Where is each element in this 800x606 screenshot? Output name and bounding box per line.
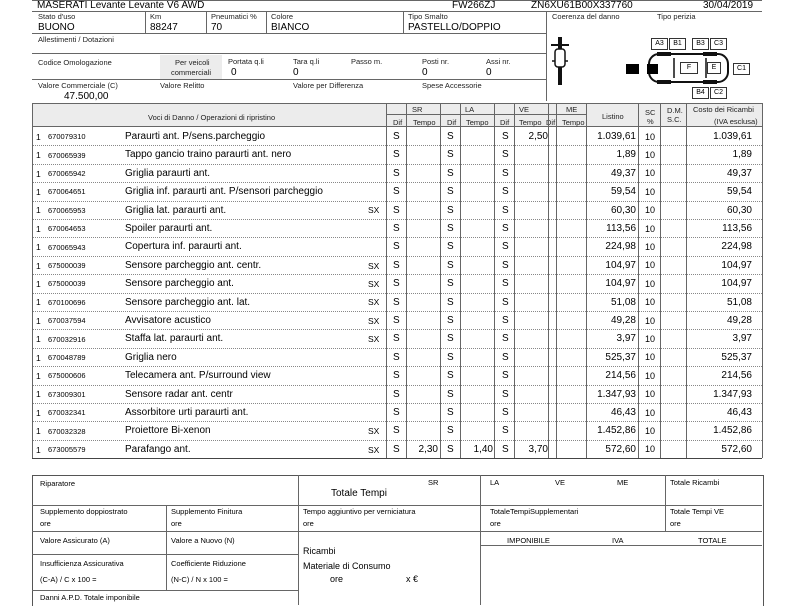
row-ve-dif: S [502, 370, 509, 382]
label-portata: Portata q.li [228, 57, 264, 66]
row-qty: 1 [36, 150, 41, 161]
row-side: SX [368, 315, 380, 326]
row-costo-ricambi: 1.452,86 [713, 425, 752, 437]
row-costo-ricambi: 1.347,93 [713, 388, 752, 400]
row-costo-ricambi: 49,28 [726, 315, 752, 326]
zone-box-b3: B3 [692, 38, 709, 50]
value-valore-commerciale: 47.500,00 [64, 91, 109, 102]
row-code: 670065942 [48, 169, 86, 179]
header-voci-danno: Voci di Danno / Operazioni di ripristino [148, 113, 276, 122]
header-sc: SC [645, 108, 656, 117]
footer-totale-ricambi: Totale Ricambi [670, 478, 720, 487]
footer-ore-aggiuntivo: ore [303, 519, 314, 528]
row-qty: 1 [36, 205, 41, 216]
row-sc: 10 [645, 205, 656, 216]
row-description: Griglia inf. paraurti ant. P/sensori parcheggio [125, 186, 323, 198]
header-me-tempo: Tempo [562, 118, 585, 127]
footer-ore-materiale: ore [330, 574, 344, 584]
row-listino: 49,37 [610, 167, 636, 179]
row-sc: 10 [645, 241, 656, 252]
row-description: Sensore radar ant. centr [125, 388, 233, 400]
row-la-dif: S [447, 259, 454, 271]
footer-insufficienza: Insufficienza Assicurativa [40, 559, 124, 568]
row-code: 670032341 [48, 408, 86, 418]
row-listino: 3,97 [616, 333, 636, 345]
row-costo-ricambi: 1,89 [732, 149, 752, 161]
row-qty: 1 [36, 334, 41, 345]
row-code: 670065939 [48, 150, 86, 160]
row-la-dif: S [447, 131, 454, 142]
motorbike-icon [548, 35, 572, 89]
row-qty: 1 [36, 297, 41, 308]
row-costo-ricambi: 1.039,61 [713, 131, 752, 142]
row-la-dif: S [447, 223, 454, 234]
row-listino: 46,43 [610, 407, 636, 418]
footer-iva: IVA [612, 536, 624, 545]
zone-box-c2: C2 [710, 87, 727, 99]
header-me: ME [566, 105, 578, 114]
row-description: Copertura inf. paraurti ant. [125, 241, 242, 253]
row-ve-dif: S [502, 388, 509, 400]
footer-ore-finitura: ore [171, 519, 182, 528]
value-pneumatici: 70 [211, 22, 223, 33]
row-code: 670079310 [48, 132, 86, 142]
row-costo-ricambi: 46,43 [726, 407, 752, 418]
row-costo-ricambi: 104,97 [721, 278, 752, 290]
row-side: SX [368, 297, 380, 308]
row-listino: 1,89 [616, 149, 636, 161]
row-description: Avvisatore acustico [125, 315, 211, 326]
label-stato-uso: Stato d'uso [38, 12, 76, 21]
header-ve-dif: Dif [500, 118, 510, 127]
row-sc: 10 [645, 278, 656, 289]
footer-me: ME [617, 478, 629, 487]
value-assi: 0 [486, 67, 492, 78]
row-ve-dif: S [502, 223, 509, 234]
row-qty: 1 [36, 242, 41, 253]
header-dm: D.M. [667, 106, 683, 115]
row-costo-ricambi: 104,97 [721, 259, 752, 271]
footer-ve: VE [555, 478, 566, 487]
row-costo-ricambi: 572,60 [721, 443, 752, 455]
row-side: SX [368, 334, 380, 345]
label-codice-omologazione: Codice Omologazione [38, 58, 112, 67]
zone-box-c1: C1 [733, 63, 750, 75]
row-la-dif: S [447, 241, 454, 253]
row-ve-dif: S [502, 351, 509, 363]
row-listino: 104,97 [605, 259, 636, 271]
footer-totale-tempi: Totale Tempi [331, 488, 387, 499]
row-listino: 572,60 [605, 443, 636, 455]
row-qty: 1 [36, 131, 41, 142]
footer-totale: TOTALE [698, 536, 727, 545]
footer-totale-tempi-supplementari: TotaleTempiSupplementari [490, 507, 579, 516]
row-sr-dif: S [393, 186, 400, 198]
row-ve-dif: S [502, 241, 509, 253]
header-sr: SR [412, 105, 423, 114]
row-code: 673005579 [48, 445, 86, 455]
row-ve-dif: S [502, 167, 509, 179]
row-sc: 10 [645, 425, 656, 436]
row-sr-dif: S [393, 131, 400, 142]
header-dm-sc: S.C. [667, 115, 682, 124]
row-sr-dif: S [393, 315, 400, 326]
row-description: Griglia paraurti ant. [125, 167, 211, 179]
row-la-dif: S [447, 388, 454, 400]
row-qty: 1 [36, 407, 41, 418]
row-description: Sensore parcheggio ant. centr. [125, 259, 262, 271]
label-posti: Posti nr. [422, 57, 450, 66]
row-ve-tempo: 2,50 [528, 131, 548, 142]
footer-x-euro: x € [406, 574, 419, 584]
footer-ore-doppiostrato: ore [40, 519, 51, 528]
footer-valore-nuovo: Valore a Nuovo (N) [171, 536, 235, 545]
appraisal-date: 30/04/2019 [703, 0, 754, 11]
row-description: Assorbitore urti paraurti ant. [125, 407, 249, 418]
row-side: SX [368, 205, 380, 216]
footer-ore-supplementari: ore [490, 519, 501, 528]
row-sc: 10 [645, 186, 656, 197]
row-sr-tempo: 2,30 [418, 443, 438, 455]
row-costo-ricambi: 49,37 [726, 167, 752, 179]
row-description: Parafango ant. [125, 443, 191, 455]
row-description: Staffa lat. paraurti ant. [125, 333, 224, 345]
header-listino: Listino [602, 112, 624, 121]
row-code: 670032328 [48, 426, 86, 436]
row-side: SX [368, 278, 380, 289]
header-la-tempo: Tempo [466, 118, 489, 127]
row-ve-dif: S [502, 149, 509, 161]
row-ve-dif: S [502, 131, 509, 142]
label-valore-differenza: Valore per Differenza [293, 81, 364, 90]
row-listino: 51,08 [610, 296, 636, 308]
row-ve-dif: S [502, 315, 509, 326]
license-plate: FW266ZJ [452, 0, 496, 11]
row-sr-dif: S [393, 149, 400, 161]
row-la-dif: S [447, 278, 454, 290]
footer-formula-nc: (N-C) / N x 100 = [171, 575, 228, 584]
row-la-dif: S [447, 204, 454, 216]
footer-la: LA [490, 478, 500, 487]
row-ve-tempo: 3,70 [528, 443, 548, 455]
row-qty: 1 [36, 389, 41, 400]
row-ve-dif: S [502, 443, 509, 455]
row-costo-ricambi: 214,56 [721, 370, 752, 382]
zone-box-b4: B4 [692, 87, 709, 99]
row-description: Paraurti ant. P/sens.parcheggio [125, 131, 266, 142]
row-la-dif: S [447, 333, 454, 345]
row-description: Griglia nero [125, 351, 177, 363]
row-code: 675000606 [48, 371, 86, 381]
row-qty: 1 [36, 426, 41, 437]
row-la-dif: S [447, 296, 454, 308]
row-sc: 10 [645, 333, 656, 344]
row-la-dif: S [447, 370, 454, 382]
row-sc: 10 [645, 168, 656, 179]
label-valore-commerciale: Valore Commerciale (C) [38, 81, 118, 90]
row-costo-ricambi: 51,08 [726, 296, 752, 308]
footer-riparatore: Riparatore [40, 479, 76, 488]
footer-coeff-riduzione: Coefficiente Riduzione [171, 559, 246, 568]
redaction-block [626, 64, 639, 74]
row-ve-dif: S [502, 186, 509, 198]
footer-valore-assicurato: Valore Assicurato (A) [40, 536, 110, 545]
label-km: Km [150, 12, 162, 21]
row-qty: 1 [36, 168, 41, 179]
row-listino: 1.347,93 [597, 388, 636, 400]
row-code: 675000039 [48, 261, 86, 271]
header-sr-dif: Dif [393, 118, 403, 127]
row-la-dif: S [447, 149, 454, 161]
label-valore-relitto: Valore Relitto [160, 81, 205, 90]
value-tara: 0 [293, 67, 299, 78]
row-sc: 10 [645, 297, 656, 308]
footer-formula-ca: (C-A) / C x 100 = [40, 575, 97, 584]
row-sr-dif: S [393, 167, 400, 179]
row-qty: 1 [36, 260, 41, 271]
row-description: Sensore parcheggio ant. lat. [125, 296, 251, 308]
row-qty: 1 [36, 278, 41, 289]
label-passo: Passo m. [351, 57, 383, 66]
row-la-dif: S [447, 167, 454, 179]
zone-box-b1: B1 [669, 38, 686, 50]
row-sr-dif: S [393, 443, 400, 455]
header-la-dif: Dif [447, 118, 457, 127]
zone-box-e: E [707, 62, 721, 74]
row-costo-ricambi: 113,56 [722, 223, 752, 234]
row-sc: 10 [645, 223, 656, 234]
row-code: 673009301 [48, 389, 86, 399]
label-colore: Colore [271, 12, 294, 21]
header-costo-ricambi: Costo dei Ricambi [693, 105, 754, 114]
redaction-block [647, 64, 658, 74]
row-qty: 1 [36, 444, 41, 455]
row-costo-ricambi: 60,30 [726, 204, 752, 216]
row-code: 670037594 [48, 316, 86, 326]
row-description: Sensore parcheggio ant. [125, 278, 234, 290]
zone-box-c3: C3 [710, 38, 727, 50]
label-tara: Tara q.li [293, 57, 320, 66]
row-la-dif: S [447, 425, 454, 437]
row-qty: 1 [36, 352, 41, 363]
value-tipo-smalto: PASTELLO/DOPPIO [408, 22, 501, 33]
row-sc: 10 [645, 352, 656, 363]
row-qty: 1 [36, 186, 41, 197]
row-sc: 10 [645, 444, 656, 455]
header-ve-tempo: Tempo [519, 118, 542, 127]
row-costo-ricambi: 525,37 [721, 351, 752, 363]
row-description: Tappo gancio traino paraurti ant. nero [125, 149, 292, 161]
header-ve: VE [519, 105, 530, 114]
row-listino: 224,98 [605, 241, 636, 253]
row-sr-dif: S [393, 204, 400, 216]
footer-danni-apd: Danni A.P.D. Totale imponibile [40, 593, 140, 602]
row-ve-dif: S [502, 259, 509, 271]
row-sc: 10 [645, 260, 656, 271]
row-costo-ricambi: 3,97 [732, 333, 752, 345]
row-sr-dif: S [393, 241, 400, 253]
row-qty: 1 [36, 315, 41, 326]
footer-tempo-aggiuntivo: Tempo aggiuntivo per verniciatura [303, 507, 416, 516]
value-stato-uso: BUONO [38, 22, 75, 33]
row-listino: 1.452,86 [597, 425, 636, 437]
footer-sr: SR [428, 478, 439, 487]
row-la-dif: S [447, 443, 454, 455]
label-pneumatici: Pneumatici % [211, 12, 257, 21]
vehicle-model: MASERATI Levante Levante V6 AWD [37, 0, 205, 11]
row-la-dif: S [447, 407, 454, 418]
value-km: 88247 [150, 22, 178, 33]
value-colore: BIANCO [271, 22, 310, 33]
row-sc: 10 [645, 407, 656, 418]
row-sr-dif: S [393, 278, 400, 290]
footer-ricambi: Ricambi [303, 546, 336, 556]
row-sc: 10 [645, 370, 656, 381]
header-sc-percent: % [647, 117, 654, 126]
row-la-dif: S [447, 315, 454, 326]
footer-frame [32, 475, 764, 606]
row-la-tempo: 1,40 [473, 443, 493, 455]
row-side: SX [368, 444, 380, 455]
row-sc: 10 [645, 389, 656, 400]
row-listino: 49,28 [610, 315, 636, 326]
row-sr-dif: S [393, 425, 400, 437]
row-code: 670064651 [48, 187, 86, 197]
footer-supplemento-doppiostrato: Supplemento doppiostrato [40, 507, 128, 516]
row-code: 670032916 [48, 334, 86, 344]
label-tipo-perizia: Tipo perizia [657, 12, 696, 21]
row-ve-dif: S [502, 296, 509, 308]
row-sr-dif: S [393, 351, 400, 363]
value-portata: 0 [231, 67, 237, 78]
row-sr-dif: S [393, 259, 400, 271]
row-costo-ricambi: 224,98 [721, 241, 752, 253]
zone-box-a3: A3 [651, 38, 668, 50]
label-assi: Assi nr. [486, 57, 511, 66]
row-code: 670065943 [48, 242, 86, 252]
header-la: LA [465, 105, 475, 114]
row-sr-dif: S [393, 388, 400, 400]
row-listino: 60,30 [610, 204, 636, 216]
row-code: 670100696 [48, 297, 86, 307]
row-sr-dif: S [393, 407, 400, 418]
row-ve-dif: S [502, 425, 509, 437]
value-posti: 0 [422, 67, 428, 78]
row-listino: 59,54 [610, 186, 636, 198]
label-commerciali: commerciali [171, 68, 212, 77]
row-code: 675000039 [48, 279, 86, 289]
row-ve-dif: S [502, 333, 509, 345]
row-listino: 113,56 [606, 223, 636, 234]
label-per-veicoli: Per veicoli [175, 58, 210, 67]
row-sc: 10 [645, 149, 656, 160]
header-iva-esclusa: (IVA esclusa) [714, 117, 758, 126]
row-description: Telecamera ant. P/surround view [125, 370, 271, 382]
row-code: 670048789 [48, 353, 86, 363]
row-la-dif: S [447, 186, 454, 198]
header-me-dif: Dif [546, 118, 556, 127]
footer-supplemento-finitura: Supplemento Finitura [171, 507, 243, 516]
row-listino: 1.039,61 [597, 131, 636, 142]
label-spese-accessorie: Spese Accessorie [422, 81, 482, 90]
row-listino: 214,56 [605, 370, 636, 382]
header-sr-tempo: Tempo [413, 118, 436, 127]
row-la-dif: S [447, 351, 454, 363]
row-ve-dif: S [502, 204, 509, 216]
row-ve-dif: S [502, 407, 509, 418]
row-sr-dif: S [393, 370, 400, 382]
row-description: Spoiler paraurti ant. [125, 223, 213, 234]
row-qty: 1 [36, 370, 41, 381]
vin-number: ZN6XU61B00X337760 [531, 0, 633, 11]
row-listino: 525,37 [605, 351, 636, 363]
row-side: SX [368, 260, 380, 271]
row-qty: 1 [36, 223, 41, 234]
footer-totale-tempi-ve: Totale Tempi VE [670, 507, 725, 516]
row-sr-dif: S [393, 223, 400, 234]
row-ve-dif: S [502, 278, 509, 290]
row-description: Proiettore Bi-xenon [125, 425, 211, 437]
zone-box-f: F [680, 62, 698, 74]
row-listino: 104,97 [605, 278, 636, 290]
row-description: Griglia lat. paraurti ant. [125, 204, 227, 216]
label-tipo-smalto: Tipo Smalto [408, 12, 448, 21]
label-allestimenti: Allestimenti / Dotazioni [38, 35, 114, 44]
row-sc: 10 [645, 131, 656, 142]
row-sc: 10 [645, 315, 656, 326]
row-costo-ricambi: 59,54 [726, 186, 752, 198]
row-sr-dif: S [393, 333, 400, 345]
row-code: 670064653 [48, 224, 86, 234]
row-side: SX [368, 426, 380, 437]
footer-ore-ve: ore [670, 519, 681, 528]
row-sr-dif: S [393, 296, 400, 308]
footer-materiale-consumo: Materiale di Consumo [303, 561, 391, 571]
footer-imponibile: IMPONIBILE [507, 536, 550, 545]
row-code: 670065953 [48, 205, 86, 215]
label-coerenza-danno: Coerenza del danno [552, 12, 620, 21]
